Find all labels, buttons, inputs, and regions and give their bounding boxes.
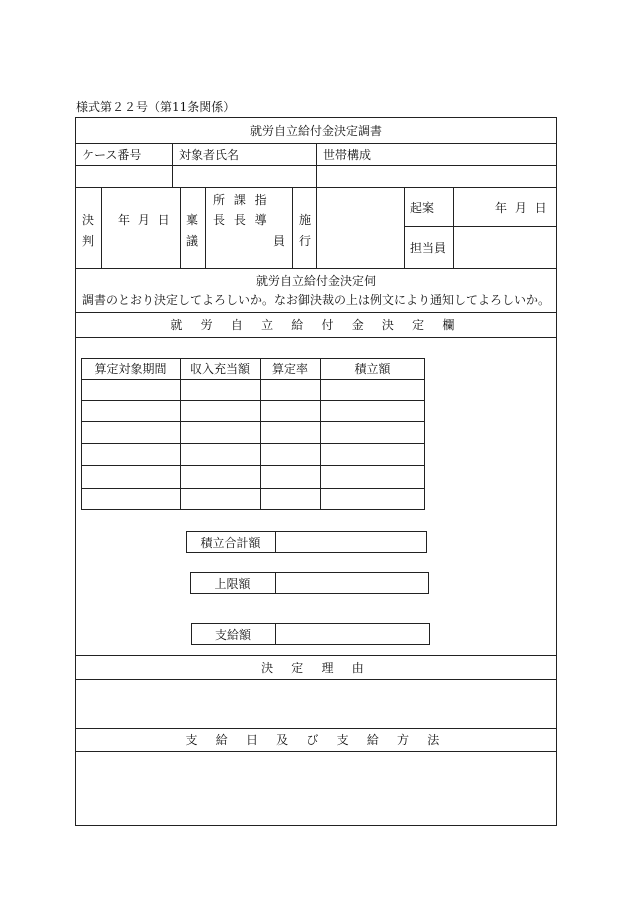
form-title: 就労自立給付金決定調書 — [249, 123, 382, 138]
subject-name-label: 対象者氏名 — [179, 148, 240, 162]
divider — [180, 187, 181, 268]
case-number-label: ケース番号 — [82, 148, 142, 162]
table-row — [81, 488, 425, 489]
divider — [75, 337, 557, 338]
divider — [404, 187, 405, 268]
approval-date-label: 年 月 日 — [118, 213, 170, 227]
header-rate: 算定率 — [271, 362, 308, 376]
kessai-label-bottom: 判 — [82, 234, 95, 248]
header-accumulated: 積立額 — [354, 362, 391, 376]
role-row-3: 員 — [273, 234, 286, 248]
divider — [101, 187, 102, 268]
table-row — [81, 421, 425, 422]
divider — [275, 623, 276, 645]
household-label: 世帯構成 — [323, 148, 372, 162]
table-row — [81, 465, 425, 466]
table-column-divider — [260, 358, 261, 510]
divider — [453, 187, 454, 268]
divider — [172, 143, 173, 187]
role-row-2: 長 長 導 — [213, 213, 267, 227]
role-row-1: 所 課 指 — [213, 193, 267, 207]
kessai-label-top: 決 — [82, 213, 95, 227]
divider — [75, 679, 557, 680]
inquiry-title: 就労自立給付金決定伺 — [255, 273, 376, 288]
payment-method-title: 支 給 日 及 び 支 給 方 法 — [185, 733, 447, 747]
table-column-divider — [180, 358, 181, 510]
ringi-label-top: 稟 — [186, 213, 199, 227]
divider — [75, 751, 557, 752]
limit-label: 上限額 — [214, 576, 251, 591]
divider — [292, 187, 293, 268]
table-column-divider — [320, 358, 321, 510]
table-row — [81, 443, 425, 444]
table-row — [81, 379, 425, 380]
reason-title: 決 定 理 由 — [261, 660, 371, 675]
divider — [205, 187, 206, 268]
decision-section-title: 就 労 自 立 給 付 金 決 定 欄 — [170, 318, 462, 332]
header-income: 収入充当額 — [189, 362, 250, 376]
divider — [275, 572, 276, 594]
table-row — [81, 400, 425, 401]
shikou-label-top: 施 — [299, 213, 312, 227]
divider — [75, 268, 557, 269]
total-label: 積立合計額 — [200, 535, 261, 550]
divider — [275, 531, 276, 553]
inquiry-body: 調書のとおり決定してよろしいか。なお御決裁の上は例文により通知してよろしいか。 — [82, 293, 551, 307]
header-period: 算定対象期間 — [94, 362, 167, 376]
ringi-label-bottom: 議 — [186, 234, 199, 248]
divider — [404, 226, 557, 227]
kian-label: 起案 — [410, 201, 435, 215]
payment-label: 支給額 — [214, 627, 251, 642]
kian-date-label: 年 月 日 — [495, 201, 547, 215]
shikou-label-bottom: 行 — [299, 234, 312, 248]
form-number-label: 様式第２２号（第11条関係） — [76, 100, 236, 114]
divider — [316, 143, 317, 268]
tantou-label: 担当員 — [410, 241, 447, 255]
